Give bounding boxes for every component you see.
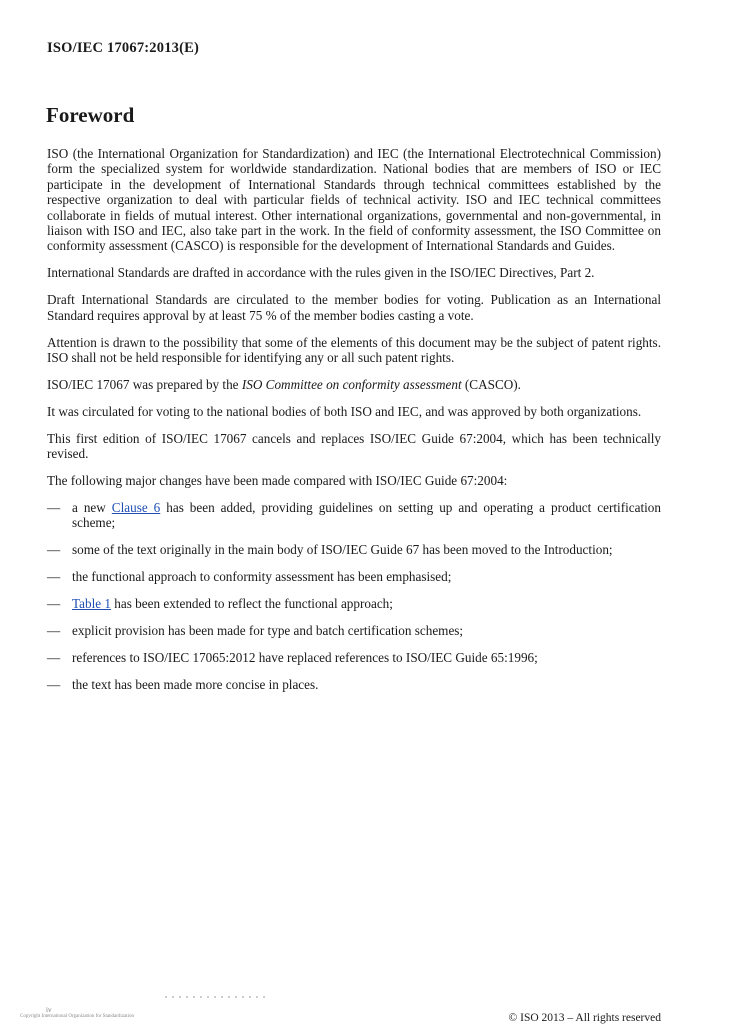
- document-id-header: ISO/IEC 17067:2013(E): [47, 40, 200, 56]
- list-item: [47, 623, 661, 638]
- list-dash: —: [47, 649, 61, 665]
- paragraph-prepared-by: [47, 377, 661, 392]
- page-number: iv: [46, 1006, 52, 1014]
- list-item-text: references to ISO/IEC 17065:2012 have replaced references to ISO/IEC Guide 65:1996;: [72, 649, 538, 665]
- list-item: [47, 500, 661, 531]
- list-dash: —: [47, 596, 61, 612]
- list-item-text: has been extended to reflect the functional approach;: [111, 596, 393, 612]
- list-item: [47, 596, 661, 611]
- list-item-text: has been added, providing guidelines on setting up and operating a product certification scheme;: [72, 499, 661, 531]
- list-item-text: explicit provision has been made for type and batch certification schemes;: [72, 622, 464, 638]
- list-item: [47, 677, 661, 692]
- committee-name: ISO Committee on conformity assessment: [241, 376, 462, 392]
- list-item-text: some of the text originally in the main body of ISO/IEC Guide 67 has been moved to the Introduction;: [72, 542, 613, 558]
- table-1-link[interactable]: Table 1: [72, 596, 111, 612]
- footer-divider: [165, 996, 265, 998]
- paragraph-organizations: ISO (the International Organization for Standardization) and IEC (the International Electrotechnical Commission) form the specialized system for worldwide standardization. National bodies that are members of ISO or IEC participate in the development of International Standards through technical committees established by the respective organization to deal with particular fields of technical activity. ISO and IEC technical committees collaborate in fields of mutual interest. Other international organizations, governmental and non-governmental, in liaison with ISO and IEC, also take part in the work. In the field of conformity assessment, the ISO Committee on conformity assessment (CASCO) is responsible for the development of International Standards and Guides.: [47, 146, 661, 254]
- paragraph-patents: Attention is drawn to the possibility that some of the elements of this document may be the subject of patent rights. ISO shall not be held responsible for identifying any or all such patent rights.: [47, 334, 661, 365]
- list-dash: —: [47, 499, 61, 515]
- paragraph-changes-intro: The following major changes have been made compared with ISO/IEC Guide 67:2004:: [47, 473, 508, 488]
- clause-6-link[interactable]: Clause 6: [111, 499, 161, 515]
- publisher-line: Copyright International Organization for Standardization: [20, 1014, 135, 1019]
- list-item-text: the text has been made more concise in places.: [72, 676, 319, 692]
- paragraph-directives: International Standards are drafted in accordance with the rules given in the ISO/IEC Directives, Part 2.: [47, 265, 595, 281]
- list-dash: —: [47, 676, 61, 692]
- foreword-heading: Foreword: [46, 103, 135, 127]
- list-dash: —: [47, 542, 61, 558]
- prepared-by-text: ISO/IEC 17067 was prepared by the: [47, 376, 242, 392]
- list-dash: —: [47, 622, 61, 638]
- paragraph-circulated: It was circulated for voting to the national bodies of both ISO and IEC, and was approved by both organizations.: [47, 403, 642, 419]
- copyright-notice: © ISO 2013 – All rights reserved: [508, 1012, 661, 1024]
- list-item: [47, 542, 661, 557]
- changes-list: [47, 500, 661, 692]
- list-item-text: the functional approach to conformity assessment has been emphasised;: [72, 569, 452, 585]
- list-item: [47, 650, 661, 665]
- list-item-text: a new: [72, 499, 112, 515]
- list-item: [47, 569, 661, 584]
- paragraph-voting: Draft International Standards are circulated to the member bodies for voting. Publication as an International Standard requires approval by at least 75 % of the member bodies casting a vote.: [47, 292, 661, 323]
- list-dash: —: [47, 569, 61, 585]
- foreword-body: [47, 146, 661, 704]
- prepared-by-suffix: (CASCO).: [461, 376, 521, 392]
- paragraph-edition: This first edition of ISO/IEC 17067 cancels and replaces ISO/IEC Guide 67:2004, which has been technically revised.: [47, 430, 661, 462]
